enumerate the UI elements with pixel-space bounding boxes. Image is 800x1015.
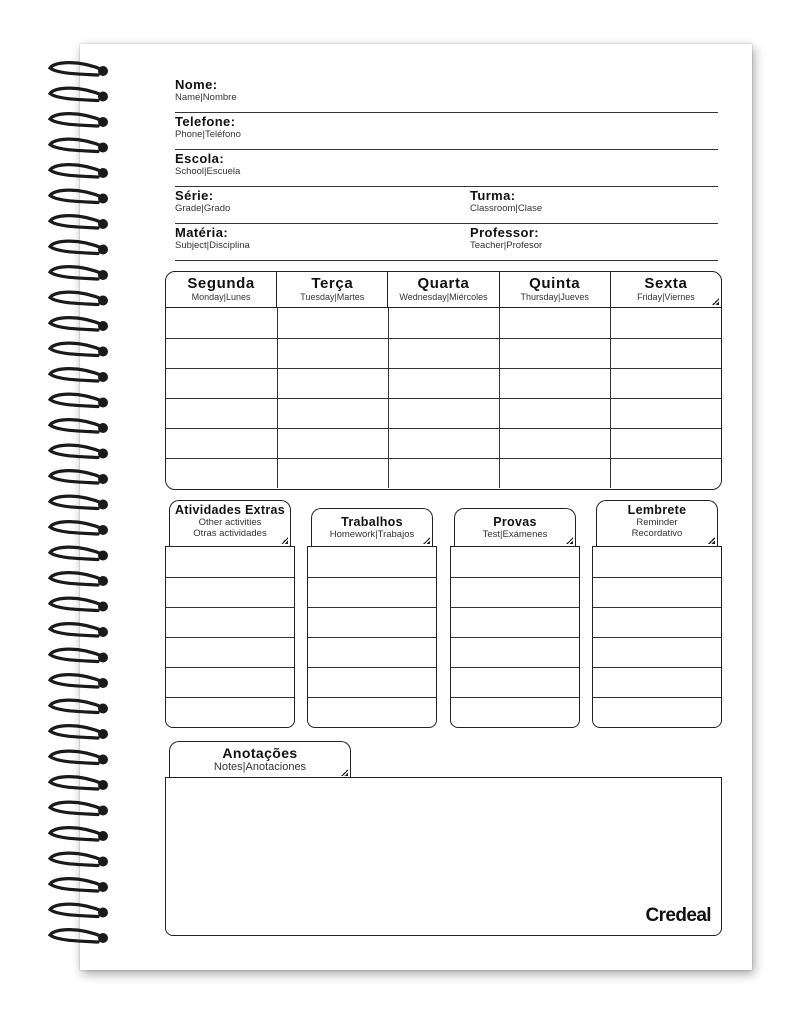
info-fields [175, 77, 718, 261]
schedule-cell[interactable] [499, 398, 610, 428]
writing-line [593, 607, 721, 637]
schedule-cell[interactable] [388, 428, 499, 458]
schedule-cell[interactable] [499, 368, 610, 398]
box-lines[interactable] [165, 546, 295, 728]
writing-line [166, 637, 294, 667]
schedule-cell[interactable] [499, 308, 610, 338]
box-atividades-extras [165, 500, 295, 728]
schedule-cell[interactable] [610, 428, 721, 458]
professor-label: Professor: [470, 225, 540, 240]
box-title: Provas [493, 515, 537, 529]
box-sub: Test|Exámenes [482, 529, 548, 540]
schedule-cell[interactable] [499, 458, 610, 488]
writing-line [166, 697, 294, 727]
schedule-cell[interactable] [277, 458, 388, 488]
day-name: Quarta [417, 275, 470, 292]
field-row-serie-turma[interactable] [175, 188, 718, 224]
writing-line [166, 577, 294, 607]
day-header-terca [276, 272, 387, 307]
schedule-cell[interactable] [388, 308, 499, 338]
box-sub: Homework|Trabajos [329, 529, 415, 540]
schedule-cell[interactable] [277, 368, 388, 398]
telefone-label: Telefone: [175, 114, 236, 129]
writing-line [166, 547, 294, 577]
writing-line [593, 637, 721, 667]
writing-line [308, 607, 436, 637]
materia-sublabel: Subject|Disciplina [175, 240, 250, 251]
day-header-sexta [610, 272, 721, 307]
notes-tab [169, 741, 351, 778]
corner-fold-icon [341, 769, 348, 776]
schedule-cell[interactable] [499, 428, 610, 458]
day-sub: Thursday|Jueves [520, 292, 589, 302]
writing-line [451, 607, 579, 637]
schedule-cell[interactable] [166, 398, 277, 428]
corner-fold-icon [712, 298, 719, 305]
box-lines[interactable] [307, 546, 437, 728]
writing-line [166, 607, 294, 637]
schedule-cell[interactable] [166, 308, 277, 338]
writing-line [308, 637, 436, 667]
day-sub: Tuesday|Martes [300, 292, 365, 302]
box-lines[interactable] [592, 546, 722, 728]
writing-line [451, 547, 579, 577]
schedule-cell[interactable] [277, 308, 388, 338]
schedule-cell[interactable] [166, 428, 277, 458]
serie-sublabel: Grade|Grado [175, 203, 231, 214]
schedule-cell[interactable] [610, 458, 721, 488]
turma-label: Turma: [470, 188, 516, 203]
day-header-segunda [166, 272, 276, 307]
writing-line [451, 637, 579, 667]
schedule-cell[interactable] [166, 368, 277, 398]
schedule-cell[interactable] [277, 338, 388, 368]
materia-label: Matéria: [175, 225, 229, 240]
schedule-cell[interactable] [166, 338, 277, 368]
day-sub: Monday|Lunes [191, 292, 251, 302]
box-tab [454, 508, 576, 546]
field-row-materia-professor[interactable] [175, 225, 718, 261]
turma-sublabel: Classroom|Clase [470, 203, 543, 214]
field-row-nome[interactable] [175, 77, 718, 113]
schedule-cell[interactable] [499, 338, 610, 368]
corner-fold-icon [281, 537, 288, 544]
schedule-cell[interactable] [610, 338, 721, 368]
writing-line [451, 577, 579, 607]
writing-line [593, 577, 721, 607]
writing-line [308, 697, 436, 727]
schedule-cell[interactable] [166, 458, 277, 488]
writing-line [593, 697, 721, 727]
brand-logo: Credeal [645, 905, 711, 926]
box-title: Trabalhos [341, 515, 403, 529]
nome-sublabel: Name|Nombre [175, 92, 237, 103]
corner-fold-icon [708, 537, 715, 544]
box-sub: Other activities [198, 517, 262, 528]
day-header-quinta [499, 272, 610, 307]
box-lembrete [592, 500, 722, 728]
box-sub: Reminder [636, 517, 678, 528]
writing-line [593, 667, 721, 697]
schedule-header [166, 272, 721, 308]
box-tab [311, 508, 433, 546]
writing-line [166, 667, 294, 697]
corner-fold-icon [423, 537, 430, 544]
notes-sub: Notes|Anotaciones [213, 761, 307, 773]
box-tab [169, 500, 291, 546]
box-title: Lembrete [627, 503, 687, 517]
writing-line [308, 547, 436, 577]
box-provas [450, 500, 580, 728]
corner-fold-icon [566, 537, 573, 544]
box-tab [596, 500, 718, 546]
day-name: Quinta [529, 275, 581, 292]
schedule-cell[interactable] [388, 398, 499, 428]
schedule-cell[interactable] [610, 398, 721, 428]
box-sub: Otras actividades [193, 528, 267, 539]
schedule-cell[interactable] [277, 428, 388, 458]
day-sub: Wednesday|Miércoles [399, 292, 488, 302]
day-name: Segunda [187, 275, 255, 292]
schedule-cell[interactable] [277, 398, 388, 428]
schedule-cell[interactable] [388, 338, 499, 368]
writing-line [593, 547, 721, 577]
box-sub: Recordativo [631, 528, 683, 539]
schedule-cell[interactable] [610, 368, 721, 398]
day-sub: Friday|Viernes [637, 292, 695, 302]
escola-sublabel: School|Escuela [175, 166, 241, 177]
field-row-telefone[interactable] [175, 114, 718, 150]
writing-line [308, 667, 436, 697]
field-row-escola[interactable] [175, 151, 718, 187]
schedule-grid [166, 308, 721, 488]
schedule-cell[interactable] [388, 458, 499, 488]
nome-label: Nome: [175, 77, 218, 92]
box-trabalhos [307, 500, 437, 728]
schedule-cell[interactable] [610, 308, 721, 338]
writing-line [451, 667, 579, 697]
telefone-sublabel: Phone|Teléfono [175, 129, 241, 140]
weekly-schedule [165, 271, 722, 490]
escola-label: Escola: [175, 151, 225, 166]
box-lines[interactable] [450, 546, 580, 728]
writing-line [451, 697, 579, 727]
serie-label: Série: [175, 188, 214, 203]
schedule-cell[interactable] [388, 368, 499, 398]
notes-area[interactable] [165, 777, 722, 936]
writing-line [308, 577, 436, 607]
box-title: Atividades Extras [174, 503, 285, 517]
day-header-quarta [387, 272, 498, 307]
professor-sublabel: Teacher|Profesor [470, 240, 543, 251]
day-name: Terça [311, 275, 354, 292]
notes-title: Anotações [222, 745, 298, 761]
day-name: Sexta [644, 275, 688, 292]
